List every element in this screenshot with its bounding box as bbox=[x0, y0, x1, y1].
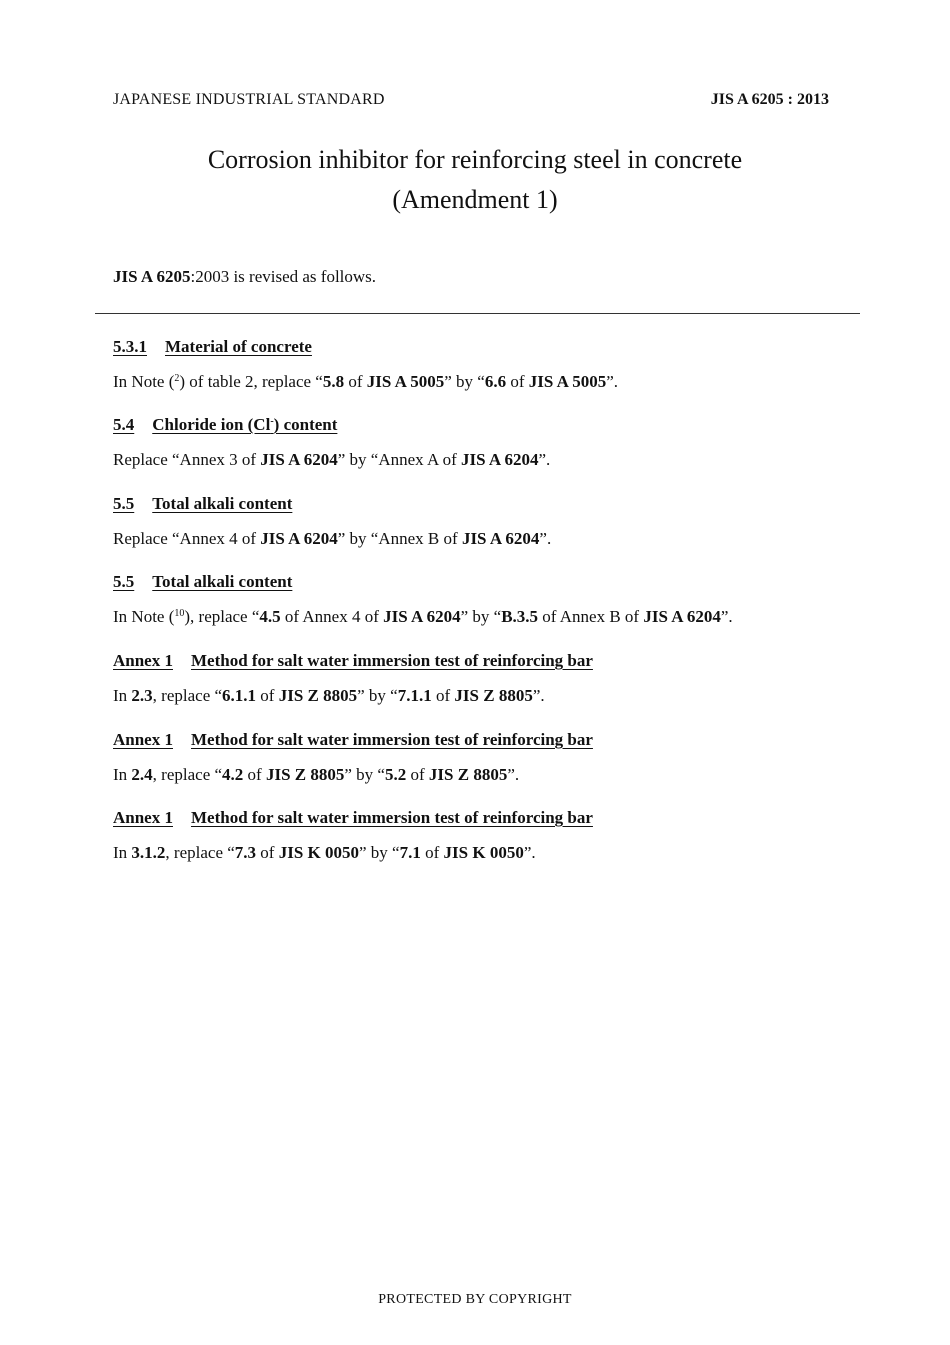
title-line-2: (Amendment 1) bbox=[392, 185, 558, 214]
section-number: Annex 1 bbox=[113, 808, 173, 827]
body-text: ”. bbox=[539, 529, 552, 548]
body-text: of bbox=[344, 372, 367, 391]
clause-ref: 2.3 bbox=[131, 686, 153, 705]
section-body bbox=[113, 843, 593, 863]
section-heading bbox=[113, 808, 593, 828]
section-body bbox=[113, 450, 550, 470]
document-title bbox=[0, 140, 950, 220]
body-text: , replace “ bbox=[152, 686, 223, 705]
intro-text bbox=[113, 267, 376, 287]
clause-ref: 7.3 bbox=[234, 843, 257, 862]
clause-ref: B.3.5 bbox=[501, 607, 539, 626]
section-heading bbox=[113, 651, 593, 671]
standard-ref: JIS Z 8805 bbox=[454, 686, 533, 705]
body-text: of Annex 4 of bbox=[280, 607, 384, 626]
body-text: ), replace “ bbox=[184, 607, 260, 626]
section-heading bbox=[113, 415, 550, 435]
section-annex-1-b bbox=[113, 730, 593, 785]
section-body bbox=[113, 765, 593, 785]
standard-ref: JIS Z 8805 bbox=[265, 765, 345, 784]
standard-ref: JIS A 6204 bbox=[643, 607, 721, 626]
body-text: of Annex B of bbox=[538, 607, 644, 626]
standard-ref: JIS A 6204 bbox=[461, 529, 540, 548]
body-text: ” by “ bbox=[359, 843, 400, 862]
section-heading bbox=[113, 337, 618, 357]
section-number: Annex 1 bbox=[113, 730, 173, 749]
standard-ref: JIS K 0050 bbox=[278, 843, 360, 862]
body-text: ” by “Annex B of bbox=[337, 529, 462, 548]
clause-ref: 4.2 bbox=[222, 765, 244, 784]
intro-rest: :2003 is revised as follows. bbox=[190, 267, 377, 286]
clause-ref: 4.5 bbox=[259, 607, 281, 626]
section-body bbox=[113, 686, 593, 706]
clause-ref: 3.1.2 bbox=[131, 843, 166, 862]
standard-ref: JIS A 5005 bbox=[528, 372, 607, 391]
standard-ref: JIS A 6204 bbox=[260, 450, 338, 469]
section-number: 5.5 bbox=[113, 572, 135, 591]
section-number: 5.5 bbox=[113, 494, 135, 513]
standard-ref: JIS A 6204 bbox=[461, 450, 539, 469]
body-text: ”. bbox=[532, 686, 545, 705]
section-title: Total alkali content bbox=[152, 494, 293, 513]
body-text: ”. bbox=[720, 607, 733, 626]
standard-ref: JIS A 6204 bbox=[260, 529, 338, 548]
section-body bbox=[113, 607, 733, 627]
standard-ref: JIS Z 8805 bbox=[278, 686, 358, 705]
clause-ref: 7.1 bbox=[399, 843, 421, 862]
clause-ref: 6.1.1 bbox=[222, 686, 257, 705]
body-text: ”. bbox=[507, 765, 520, 784]
clause-ref: 5.8 bbox=[322, 372, 345, 391]
clause-ref: 5.2 bbox=[384, 765, 407, 784]
body-text: of bbox=[243, 765, 266, 784]
copyright-footer: PROTECTED BY COPYRIGHT bbox=[378, 1292, 572, 1307]
body-text: , replace “ bbox=[165, 843, 235, 862]
clause-ref: 2.4 bbox=[131, 765, 153, 784]
standard-ref: JIS K 0050 bbox=[443, 843, 524, 862]
body-text: ) of table 2, replace “ bbox=[179, 372, 323, 391]
section-title: Method for salt water immersion test of reinforcing bar bbox=[190, 730, 593, 749]
section-number: 5.3.1 bbox=[113, 337, 147, 356]
section-heading bbox=[113, 572, 733, 592]
intro-code: JIS A 6205 bbox=[113, 267, 191, 286]
body-text: of bbox=[506, 372, 529, 391]
section-5-5-a bbox=[113, 494, 551, 549]
section-5-5-b bbox=[113, 572, 733, 627]
section-annex-1-a bbox=[113, 651, 593, 706]
body-text: Replace “Annex 3 of bbox=[113, 450, 261, 469]
body-text: Replace “Annex 4 of bbox=[113, 529, 261, 548]
body-text: ” by “ bbox=[357, 686, 398, 705]
section-title: Method for salt water immersion test of reinforcing bar bbox=[190, 808, 593, 827]
standard-label: JAPANESE INDUSTRIAL STANDARD bbox=[113, 91, 385, 108]
body-text: In bbox=[113, 765, 132, 784]
body-text: ”. bbox=[606, 372, 619, 391]
body-text: In Note ( bbox=[113, 607, 175, 626]
title-line-1: Corrosion inhibitor for reinforcing steel in concrete bbox=[207, 145, 743, 174]
body-text: ” by “Annex A of bbox=[337, 450, 461, 469]
section-title: Method for salt water immersion test of reinforcing bar bbox=[190, 651, 593, 670]
body-text: ”. bbox=[538, 450, 551, 469]
body-text: of bbox=[431, 686, 455, 705]
section-title: Chloride ion (Cl bbox=[152, 415, 271, 434]
body-text: In Note ( bbox=[113, 372, 175, 391]
body-text: ” by “ bbox=[344, 765, 385, 784]
section-title-end: ) content bbox=[273, 415, 338, 434]
body-text: of bbox=[256, 686, 279, 705]
note-superscript: 2 bbox=[174, 373, 180, 384]
section-body bbox=[113, 529, 551, 549]
body-text: of bbox=[420, 843, 444, 862]
body-text: of bbox=[256, 843, 279, 862]
section-body bbox=[113, 372, 618, 392]
standard-ref: JIS Z 8805 bbox=[428, 765, 508, 784]
horizontal-divider bbox=[95, 313, 860, 314]
body-text: ”. bbox=[523, 843, 536, 862]
note-superscript: 10 bbox=[174, 608, 185, 619]
superscript-minus: - bbox=[270, 416, 274, 427]
section-heading bbox=[113, 730, 593, 750]
body-text: ” by “ bbox=[444, 372, 485, 391]
section-annex-1-c bbox=[113, 808, 593, 863]
body-text: In bbox=[113, 686, 132, 705]
body-text: ” by “ bbox=[460, 607, 502, 626]
clause-ref: 7.1.1 bbox=[397, 686, 432, 705]
section-title: Total alkali content bbox=[152, 572, 293, 591]
section-number: Annex 1 bbox=[113, 651, 173, 670]
body-text: of bbox=[406, 765, 429, 784]
standard-number: JIS A 6205 : 2013 bbox=[710, 91, 829, 108]
body-text: , replace “ bbox=[152, 765, 223, 784]
clause-ref: 6.6 bbox=[484, 372, 507, 391]
section-number: 5.4 bbox=[113, 415, 135, 434]
section-5-3-1 bbox=[113, 337, 618, 392]
standard-ref: JIS A 6204 bbox=[383, 607, 461, 626]
section-5-4 bbox=[113, 415, 550, 470]
standard-ref: JIS A 5005 bbox=[366, 372, 445, 391]
section-heading bbox=[113, 494, 551, 514]
body-text: In bbox=[113, 843, 132, 862]
section-title: Material of concrete bbox=[165, 337, 312, 356]
